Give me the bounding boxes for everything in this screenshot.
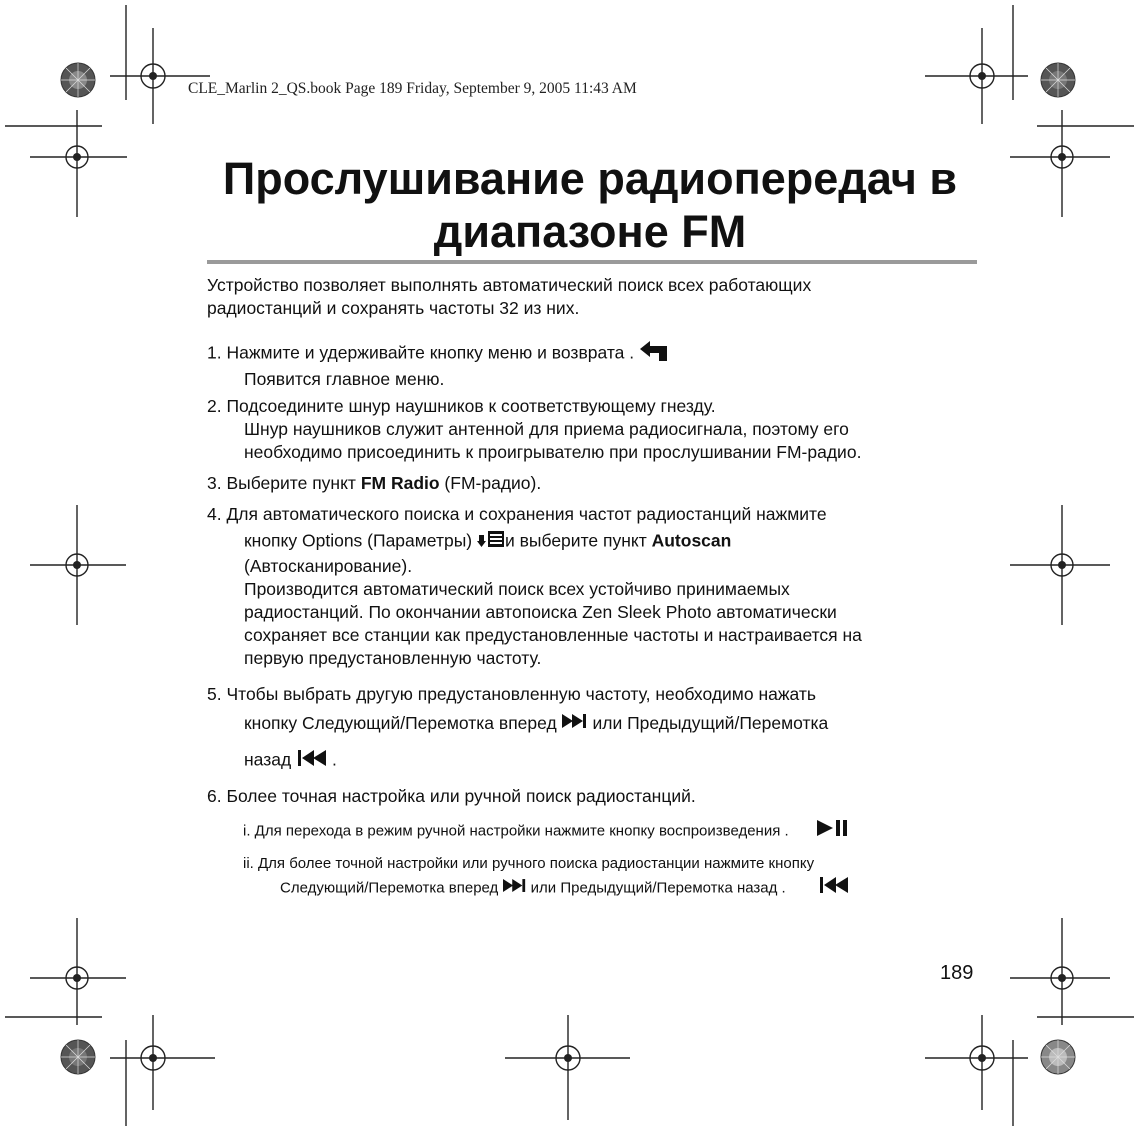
step-text: 6. Более точная настройка или ручной поиск радиостанций. [207,786,696,806]
step-text: 5. Чтобы выбрать другую предустановленную частоту, необходимо нажать [207,684,817,704]
print-header: CLE_Marlin 2_QS.book Page 189 Friday, September 9, 2005 11:43 AM [188,80,637,97]
options-menu-icon [477,529,505,555]
step-note: первую предустановленную частоту. [244,648,542,668]
next-fast-forward-icon [503,877,527,901]
step-6-sub-ii [243,852,1003,902]
sub-step-text: Предыдущий/Перемотка назад . [560,879,786,897]
sub-step-text: ii. Для более точной настройки или ручного поиска радиостанции нажмите кнопку [243,855,815,872]
step-note: сохраняет все станции как предустановленные частоты и настраивается на [244,625,862,645]
step-2 [207,395,997,464]
title-line-1: Прослушивание радиопередач в [222,153,958,204]
step-note: Производится автоматический поиск всех устойчиво принимаемых [244,579,790,599]
title-rule [207,260,977,264]
sub-step-text: i. Для перехода в режим ручной настройки нажмите кнопку воспроизведения . [243,822,789,840]
next-fast-forward-icon [562,712,588,736]
step-text: 1. Нажмите и удерживайте кнопку меню и возврата . [207,342,635,363]
play-pause-icon [815,818,851,845]
menu-item-fm-radio: FM Radio [360,473,440,493]
step-text: и выберите пункт [504,530,652,551]
title-line-2: диапазоне FM [433,206,747,257]
step-4 [207,503,997,670]
step-text: назад [244,750,292,770]
step-6-sub-i [243,818,1003,845]
step-text: (Автосканирование). [244,556,413,576]
intro-line: Устройство позволяет выполнять автоматический поиск всех работающих [207,275,812,295]
intro-paragraph [207,274,987,320]
back-arrow-icon [639,340,669,368]
step-3 [207,472,997,495]
step-note: радиостанций. По окончании автопоиска Zen Sleek Photo автоматически [244,602,837,622]
step-5 [207,683,997,774]
step-text: . [332,750,337,770]
previous-rewind-icon [818,875,854,902]
sub-step-text: Следующий/Перемотка вперед [280,879,499,897]
step-text: Предыдущий/Перемотка [627,713,829,733]
intro-line: радиостанций и сохранять частоты 32 из них. [207,298,580,318]
menu-item-autoscan: Autoscan [651,530,732,551]
step-text: 4. Для автоматического поиска и сохранения частот радиостанций нажмите [207,504,827,524]
step-note: Шнур наушников служит антенной для приема радиосигнала, поэтому его [244,419,849,439]
previous-rewind-icon [296,748,332,774]
step-note: Появится главное меню. [244,369,445,389]
step-1 [207,340,997,391]
step-text: или [592,713,623,733]
step-text: кнопку Options (Параметры) [244,530,473,551]
step-text: (FM-радио). [439,473,542,493]
step-text: 2. Подсоедините шнур наушников к соответствующему гнезду. [207,396,716,416]
page-title [190,152,990,258]
page-number: 189 [940,962,974,984]
step-text: 3. Выберите пункт [207,473,361,493]
step-note: необходимо присоединить к проигрывателю при прослушивании FM-радио. [244,442,862,462]
step-text: кнопку Следующий/Перемотка вперед [244,713,557,733]
sub-step-text: или [530,879,557,897]
step-6 [207,785,997,808]
